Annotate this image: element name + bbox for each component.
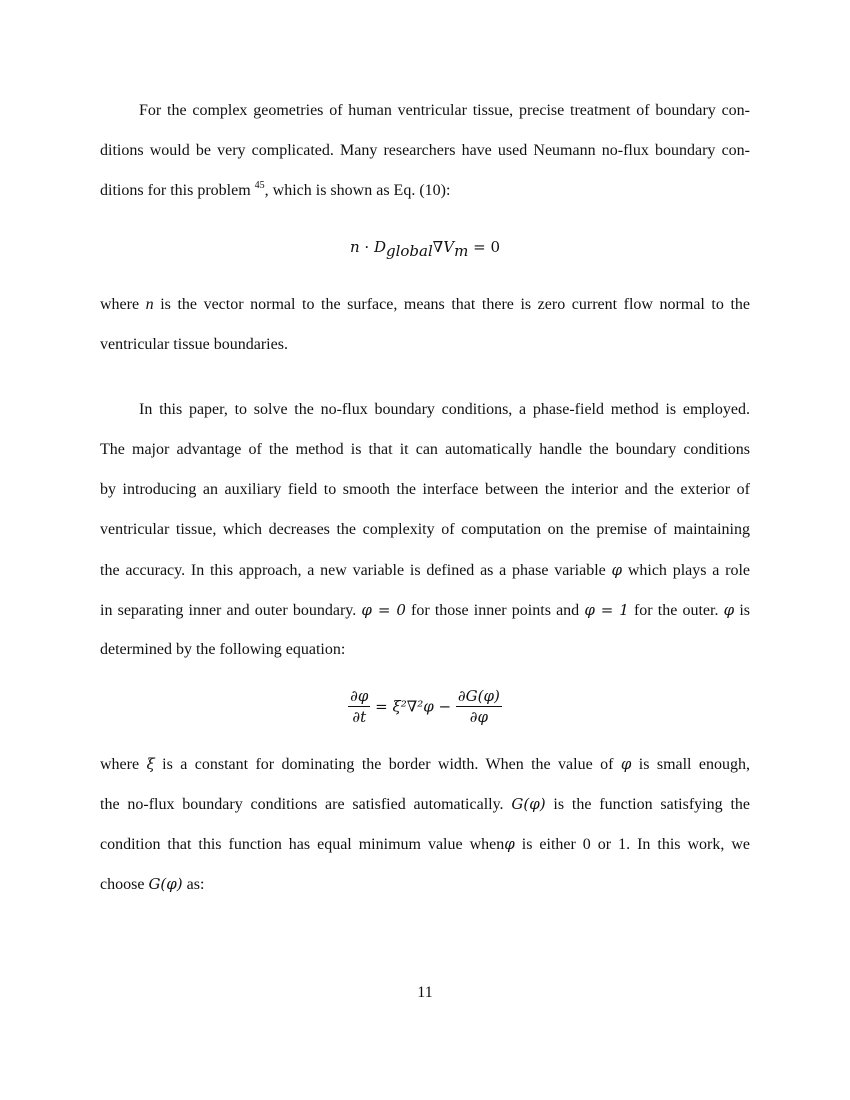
text: for the outer. bbox=[628, 602, 724, 619]
fraction-denominator: ∂t bbox=[352, 708, 367, 726]
math-phi-zero: φ = 0 bbox=[361, 601, 406, 619]
text: the accuracy. In this approach, a new variable is defined as a phase variable bbox=[100, 562, 612, 579]
math-V: V bbox=[443, 238, 455, 256]
paragraph-2-line-1 bbox=[100, 295, 750, 315]
paragraph-4-line-2 bbox=[100, 794, 750, 815]
fraction-rhs bbox=[456, 686, 502, 727]
math-phi: φ bbox=[620, 755, 632, 773]
text: is a constant for dominating the border width. When the value of bbox=[154, 756, 621, 773]
text: for those inner points and bbox=[405, 602, 585, 619]
paragraph-1-line-3 bbox=[100, 181, 750, 201]
text: , which is shown as Eq. (10): bbox=[264, 182, 451, 199]
fraction-denominator: ∂φ bbox=[469, 708, 488, 726]
paragraph-4-line-3 bbox=[100, 834, 750, 855]
text: is the vector normal to the surface, means that there is zero current flow normal to the bbox=[153, 296, 750, 313]
page-number: 11 bbox=[417, 984, 433, 1001]
math-D-subscript: global bbox=[386, 242, 433, 261]
text: ditions for this problem bbox=[100, 182, 255, 199]
paragraph-3-line-3: by introducing an auxiliary field to smooth the interface between the interior and the exterior of bbox=[100, 481, 750, 498]
text: which plays a role bbox=[622, 562, 751, 579]
paragraph-3-line-4: ventricular tissue, which decreases the complexity of computation on the premise of maintaining bbox=[100, 521, 750, 538]
math-phi-one: φ = 1 bbox=[584, 601, 629, 619]
math-n: n bbox=[349, 238, 360, 256]
math-phi: φ bbox=[611, 561, 623, 579]
text: in separating inner and outer boundary. bbox=[100, 602, 362, 619]
text: where bbox=[100, 756, 147, 773]
math-G-phi: G(φ) bbox=[148, 875, 183, 893]
text: the no-flux boundary conditions are satisfied automatically. bbox=[100, 796, 512, 813]
text: choose bbox=[100, 876, 149, 893]
equation-phase-field bbox=[100, 686, 750, 727]
math-D: D bbox=[373, 238, 386, 256]
fraction-numerator: ∂G(φ) bbox=[457, 687, 500, 705]
math-middle-terms: = ξ²∇²φ − bbox=[370, 697, 456, 716]
italic-n: n bbox=[145, 296, 154, 313]
citation: 45 bbox=[254, 180, 265, 191]
math-xi: ξ bbox=[146, 755, 155, 773]
text: as: bbox=[182, 876, 205, 893]
math-phi: φ bbox=[723, 601, 735, 619]
paragraph-3-line-5 bbox=[100, 560, 750, 581]
math-rhs: = 0 bbox=[468, 238, 500, 256]
paragraph-1-line-1: For the complex geometries of human ventricular tissue, precise treatment of boundary con- bbox=[139, 102, 750, 119]
text: where bbox=[100, 296, 146, 313]
text: is either 0 or 1. In this work, we bbox=[514, 836, 751, 853]
paragraph-4-line-1 bbox=[100, 754, 750, 775]
text: is bbox=[734, 602, 751, 619]
equation-10 bbox=[100, 238, 750, 260]
paragraph-2-line-2: ventricular tissue boundaries. bbox=[100, 336, 288, 353]
text: condition that this function has equal minimum value when bbox=[100, 836, 505, 853]
paragraph-3-line-1: In this paper, to solve the no-flux boundary conditions, a phase-field method is employed. bbox=[139, 401, 750, 418]
math-V-subscript: m bbox=[454, 242, 469, 261]
paragraph-1-line-2: ditions would be very complicated. Many researchers have used Neumann no-flux boundary con- bbox=[100, 142, 750, 159]
math-G-phi: G(φ) bbox=[511, 795, 546, 813]
fraction-numerator: ∂φ bbox=[350, 687, 369, 705]
paragraph-3-line-2: The major advantage of the method is that it can automatically handle the boundary conditions bbox=[100, 441, 750, 458]
text: is small enough, bbox=[631, 756, 751, 773]
paragraph-3-line-7: determined by the following equation: bbox=[100, 641, 346, 658]
text: is the function satisfying the bbox=[545, 796, 750, 813]
math-dot: · bbox=[359, 238, 374, 256]
math-phi: φ bbox=[504, 835, 515, 853]
math-nabla: ∇ bbox=[432, 238, 444, 256]
fraction-lhs bbox=[348, 686, 370, 727]
paragraph-3-line-6 bbox=[100, 600, 750, 621]
paragraph-4-line-4 bbox=[100, 874, 750, 895]
